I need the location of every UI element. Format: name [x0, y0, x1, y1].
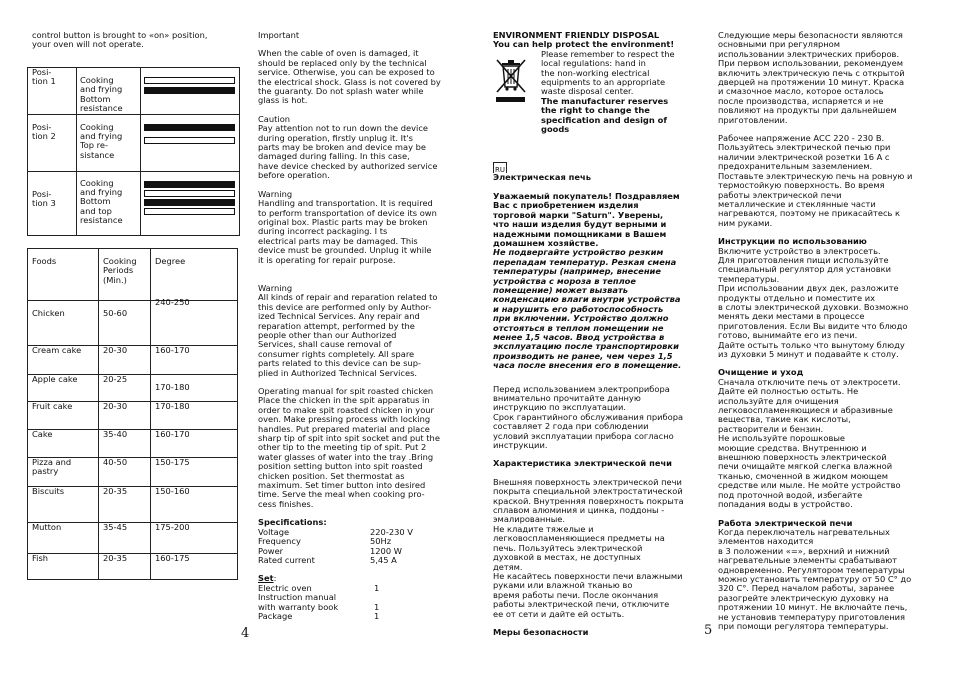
set-title-row: Set:	[258, 573, 277, 584]
ru-characteristics-title: Характеристика электрической печи	[493, 458, 672, 469]
ru-voltage-text: Рабочее напряжение АСС 220 - 230 В. Пользуйтесь электрической печью при наличии электрической розетки 16 А с предохранительным заземлением. Поставьте электрическую печь на ровную и термостойкую поверхность. Во время работы электрической печи металлические и стеклянные части нагреваются, поэтому не прикасайтесь к ним руками.	[718, 133, 913, 228]
ru-warning: Не подвергайте устройство резким перепадам температур. Резкая смена температуры (например, внесение устройства с мороза в теплое помещение) может вызвать конденсацию влаги внутри устройства и нарушить его работоспособность при включении. Устройство должно отстояться в теплом помещении не менее 1,5 часов. Ввод устройства в эксплуатацию после транспортировки производить не ранее, чем через 1,5 часа после внесения его в помещение.	[493, 247, 682, 371]
table-cell: 20-35	[103, 486, 128, 496]
position-description: Cooking and frying Bottom resistance	[80, 75, 123, 114]
table-cell: Fish	[32, 553, 49, 563]
table-cell: 160-170	[155, 429, 190, 439]
ru-before-use: Перед использованием электроприбора внимательно прочитайте данную инструкцию по эксплуатации. Срок гарантийного обслуживания прибора составляет 2 года при соблюдении условий эксплуатации прибора согласно инструкции.	[493, 383, 684, 451]
set-row	[258, 593, 463, 612]
right-column-2	[718, 31, 928, 631]
table-cell: 170-180	[155, 382, 190, 392]
position-name: Posi- tion 3	[32, 188, 56, 209]
table-cell: 35-45	[103, 522, 128, 532]
eco-text: Please remember to respect the local regulations: hand in the non-working electrical equipments to an appropriate waste disposal center.	[541, 48, 675, 97]
table-row	[28, 402, 238, 430]
warning-text: All kinds of repair and reparation related to this device are performed only by Author- ized Technical Services. Any repair and reparation attempt, performed by the people other than our Authorized Services, shall cause removal of consumer rights completely. All spare parts related to this device can be sup- plied in Authorized Technical Services.	[258, 292, 438, 378]
set-label: Package	[258, 610, 293, 621]
table-header-row	[28, 249, 238, 301]
table-row	[28, 554, 238, 580]
heating-diagram	[141, 172, 233, 235]
table-cell: 20-30	[103, 345, 128, 355]
reserve-text: The manufacturer reserves the right to change the specification and design of goods	[541, 95, 669, 135]
ru-title: Электрическая печь	[493, 172, 591, 183]
table-row	[28, 487, 238, 523]
ru-safety-text: Следующие меры безопасности являются основными при регулярном использовании электрических приборов. При первом использовании, рекомендуем включить электрическую печь с открытой дверцей на протяжении 10 минут. Краска и смазочное масло, которое осталось после производства, испаряется и не повлияют на продукты при дальнейшем приготовлении.	[718, 30, 905, 125]
set-value: 1	[374, 582, 380, 593]
table-row	[28, 375, 238, 402]
important-title: Important	[258, 30, 300, 40]
table-cell: 20-25	[103, 374, 128, 384]
position-name: Posi- tion 1	[32, 67, 56, 87]
set-row	[258, 612, 463, 621]
resistance-bar-active	[144, 124, 235, 131]
table-cell: Cake	[32, 429, 53, 439]
spec-label: Frequency	[258, 536, 301, 547]
spec-label: Power	[258, 545, 284, 556]
position-row	[28, 68, 240, 115]
ru-greeting: Уважаемый покупатель! Поздравляем Вас с приобретением изделия торговой марки "Saturn". Уверены, что наши изделия будут верными и надежными помощниками в Вашем домашнем хозяйстве.	[493, 190, 680, 248]
specifications-list	[258, 528, 463, 566]
warning-title: Warning	[258, 282, 293, 293]
page-number: 5	[704, 623, 713, 638]
position-description: Cooking and frying Top re- sistance	[80, 121, 123, 160]
ru-clean-text: Сначала отключите печь от электросети. Дайте ей полностью остыть. Не используйте для очищения легковоспламеняющиеся и абразивные вещества, такие как кислоты, растворители и бензин. Не используйте порошковые моющие средства. Внутреннюю и внешнюю поверхность электрической печи очищайте мягкой слегка влажной тканью, смоченной в жидком моющем средстве или мыле. Не мойте устройство под проточной водой, избегайте попадания воды в устройство.	[718, 376, 901, 510]
important-text: When the cable of oven is damaged, it should be replaced only by the technical service. Otherwise, you can be exposed to the electrical shock. Glass is not covered by the guaranty. Do not splash water while glass is hot.	[258, 48, 441, 106]
resistance-bar	[144, 208, 235, 215]
set-value: 1	[374, 610, 380, 621]
resistance-bar	[144, 137, 235, 144]
eco-title: ENVIRONMENT FRIENDLY DISPOSAL	[493, 30, 660, 40]
specifications-title: Specifications:	[258, 517, 327, 528]
table-cell: Chicken	[32, 308, 65, 318]
column-header: Foods	[32, 256, 57, 266]
table-cell: 50-60	[103, 308, 128, 318]
spec-value: 5,45 A	[370, 554, 397, 565]
table-row	[28, 346, 238, 375]
ru-characteristics-text: Внешняя поверхность электрической печи покрыта специальной электростатической краской. Внутренняя поверхность покрыта сплавом алюминия и цинка, поддоны - эмалированные. Не кладите тяжелые и легковоспламеняющиеся предметы на печь. Пользуйтесь электрической духовкой в местах, не доступных детям. Не касайтесь поверхности печи влажными руками или влажной тканью во время работы печи. После окончания работы электрической печи, отключите ее от сети и дайте ей остыть.	[493, 476, 684, 619]
table-row	[28, 301, 238, 346]
language-badge: RU	[493, 162, 507, 173]
heating-diagram	[141, 115, 233, 171]
set-list	[258, 584, 463, 622]
ru-use-title: Инструкции по использованию	[718, 236, 867, 247]
caution-text: Pay attention not to run down the device during operation, firstly unplug it. It's parts may be broken and device may be damaged during falling. In this case, have device checked by authorized service before operation.	[258, 123, 438, 181]
ru-use-text: Включите устройство в электросеть. Для приготовления пищи используйте специальный регулятор для установки температуры. При использовании двух дек, разложите продукты отдельно и поместите их в слоты электрической духовки. Возможно менять деки местами в процессе приготовления. Если Вы видите что блюдо готово, вынимайте его из печи. Дайте остыть только что вынутому блюду из духовки 5 минут и подавайте к столу.	[718, 245, 909, 359]
spec-row	[258, 556, 463, 565]
spec-value: 50Hz	[370, 536, 392, 547]
set-label: Electric oven	[258, 582, 312, 593]
right-column-1	[493, 31, 700, 637]
resistance-bar-active	[144, 199, 235, 206]
position-name: Posi- tion 2	[32, 121, 56, 142]
ru-work-text: Когда переключатель нагревательных элементов находится в 3 положении «=», верхний и нижний нагревательные элементы срабатывают одновременно. Регулятором температуры можно установить температуру от 50 С° до 320 С°. Перед началом работы, заранее разогрейте электрическую духовку на протяжении 10 минут. Не включайте печь, не установив температуру приготовления при помощи регулятора температуры.	[718, 526, 912, 631]
intro-text: control button is brought to «on» position, your oven will not operate.	[32, 30, 208, 50]
spit-instructions: Operating manual for spit roasted chicken Place the chicken in the spit apparatus in order to make spit roasted chicken in your oven. Make pressing process with locking handles. Put prepared material and place sharp tip of spit into spit socket and put the other tip to the meeting tip of spit. Put 2 water glasses of water into the tray .Bring position setting button into spit roasted chicken position. Set thermostat as maximum. Set timer button into desired time. Serve the meal when cooking pro- cess finishes.	[258, 386, 440, 509]
page-number: 4	[241, 626, 250, 641]
set-label: Instruction manual with warranty book	[258, 592, 339, 612]
ru-safety-title: Меры безопасности	[493, 626, 589, 637]
spec-label: Voltage	[258, 526, 290, 537]
table-cell: Apple cake	[32, 374, 78, 384]
ru-clean-title: Очищение и уход	[718, 367, 804, 378]
table-cell: 150-175	[155, 457, 190, 467]
table-cell: Mutton	[32, 522, 62, 532]
spec-label: Rated current	[258, 554, 315, 565]
table-cell: 150-160	[155, 486, 190, 496]
table-cell: 40-50	[103, 457, 128, 467]
resistance-bar	[144, 77, 235, 84]
foods-table	[27, 248, 238, 580]
spec-value: 220-230 V	[370, 526, 413, 537]
table-cell: 240-250	[155, 297, 190, 307]
table-cell: 160-175	[155, 553, 190, 563]
table-cell: 20-35	[103, 553, 128, 563]
table-cell: 20-30	[103, 401, 128, 411]
table-cell: Fruit cake	[32, 401, 73, 411]
table-cell: 35-40	[103, 429, 128, 439]
position-table	[27, 67, 240, 236]
warning-title: Warning	[258, 188, 293, 199]
caution-title: Caution	[258, 113, 291, 124]
table-cell: Pizza and pastry	[32, 457, 72, 477]
warning-text: Handling and transportation. It is required to perform transportation of device its own original box. Plastic parts may be broken during incorrect packaging. I ts electrical parts may be damaged. This device must be grounded. Unplug it while it is operating for repair purpose.	[258, 198, 437, 265]
position-description: Cooking and frying Bottom and top resistance	[80, 177, 123, 226]
resistance-bar-active	[144, 87, 235, 94]
spec-value: 1200 W	[370, 545, 402, 556]
spec-row	[258, 537, 463, 546]
crossed-bin-icon	[493, 57, 529, 103]
column-header: Degree	[155, 256, 186, 266]
heating-diagram	[141, 68, 233, 112]
ru-work-title: Работа электрической печи	[718, 517, 853, 528]
eco-subtitle: You can help protect the environment!	[493, 39, 675, 50]
set-title: Set	[258, 573, 274, 584]
column-header: Cooking Periods (Min.)	[103, 256, 137, 285]
table-cell: 175-200	[155, 522, 190, 532]
position-row	[28, 114, 240, 171]
table-cell: 170-180	[155, 401, 190, 411]
set-value: 1	[374, 601, 380, 612]
table-row	[28, 430, 238, 458]
resistance-bar-active	[144, 181, 235, 188]
position-row	[28, 171, 240, 235]
table-cell: 160-170	[155, 345, 190, 355]
table-cell: Cream cake	[32, 345, 82, 355]
resistance-bar	[144, 190, 235, 197]
table-cell: Biscuits	[32, 486, 65, 496]
left-text-column	[258, 31, 463, 621]
table-row	[28, 523, 238, 554]
table-row	[28, 458, 238, 487]
